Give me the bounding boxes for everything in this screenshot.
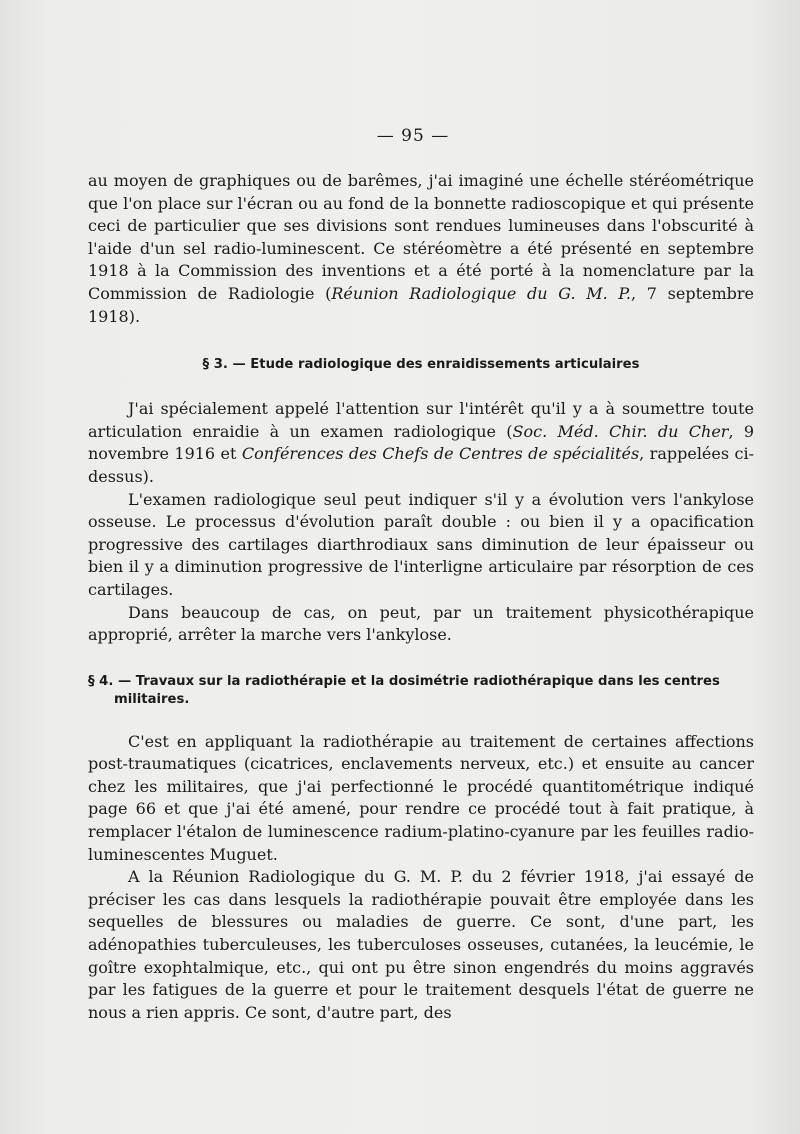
paragraph-ankylose: L'examen radiologique seul peut indiquer s'il y a évolution vers l'ankylose osseuse. Le processus d'évolution paraît double : ou bien il y a opacification progressive des cartilages diarthrodiaux sans diminution de leur épaisseur ou bien il y a diminution progressive de l'interligne articulaire par résorption de ces cartilages. xyxy=(88,489,754,599)
paragraph-radiotherapie: C'est en appliquant la radiothérapie au traitement de certaines affections post-traumatiques (cicatrices, enclavements nerveux, etc.) et ensuite au cancer chez les militaires, que j'ai perfectionné le procédé quantitométrique indiqué page 66 et que j'ai été amené, pour rendre ce procédé tout à fait pratique, à remplacer l'étalon de luminescence radium-platino-cyanure par les feuilles radio-luminescentes Muguet. xyxy=(88,731,754,864)
paragraph-stereometre xyxy=(88,170,754,328)
page-content xyxy=(88,170,754,1024)
italic-citation: Soc. Méd. Chir. du Cher xyxy=(512,421,729,441)
section-4-heading: § 4. — Travaux sur la radiothérapie et la dosimétrie radiothérapique dans les centres militaires. xyxy=(88,673,720,707)
paragraph-text: au moyen de graphiques ou de barêmes, j'ai imaginé une échelle stéréométrique que l'on place sur l'écran ou au fond de la bonnette radioscopique et qui présente ceci de particulier que ses divisions sont rendues lumineuses dans l'obscurité à l'aide d'un sel radio-luminescent. Ce stéréomètre a été présenté en septembre 1918 à la Commission des inventions et a été porté à la nomenclature par la Commission de Radiologie ( xyxy=(88,171,754,303)
paragraph-text: , 9 novembre 1916 et xyxy=(88,421,755,464)
paragraph-articulation xyxy=(88,398,754,488)
paragraph-traitement: Dans beaucoup de cas, on peut, par un traitement physicothérapique approprié, arrêter la marche vers l'ankylose. xyxy=(88,602,754,645)
section-3-heading: § 3. — Etude radiologique des enraidissements articulaires xyxy=(202,357,640,373)
page-number: — 95 — xyxy=(376,126,450,146)
italic-citation: Réunion Radiologique du G. M. P. xyxy=(331,283,631,303)
paragraph-text: , 7 septembre 1918). xyxy=(88,283,754,326)
paragraph-text: J'ai spécialement appelé l'attention sur l'intérêt qu'il y a à soumettre toute articulation enraidie à un examen radiologique ( xyxy=(88,399,754,441)
italic-citation: Conférences des Chefs de Centres de spécialités xyxy=(241,444,640,464)
paragraph-text: , rappelées ci-dessus). xyxy=(88,444,754,486)
paragraph-reunion: A la Réunion Radiologique du G. M. P. du 2 février 1918, j'ai essayé de préciser les cas dans lesquels la radiothérapie pouvait être employée dans les sequelles de blessures ou maladies de guerre. Ce sont, d'une part, les adénopathies tuberculeuses, les tuberculoses osseuses, cutanées, la leucémie, le goître exophtalmique, etc., qui ont pu être sinon engendrés du moins aggravés par les fatigues de la guerre et pour le traitement desquels l'état de guerre ne nous a rien appris. Ce sont, d'autre part, des xyxy=(88,867,754,1022)
